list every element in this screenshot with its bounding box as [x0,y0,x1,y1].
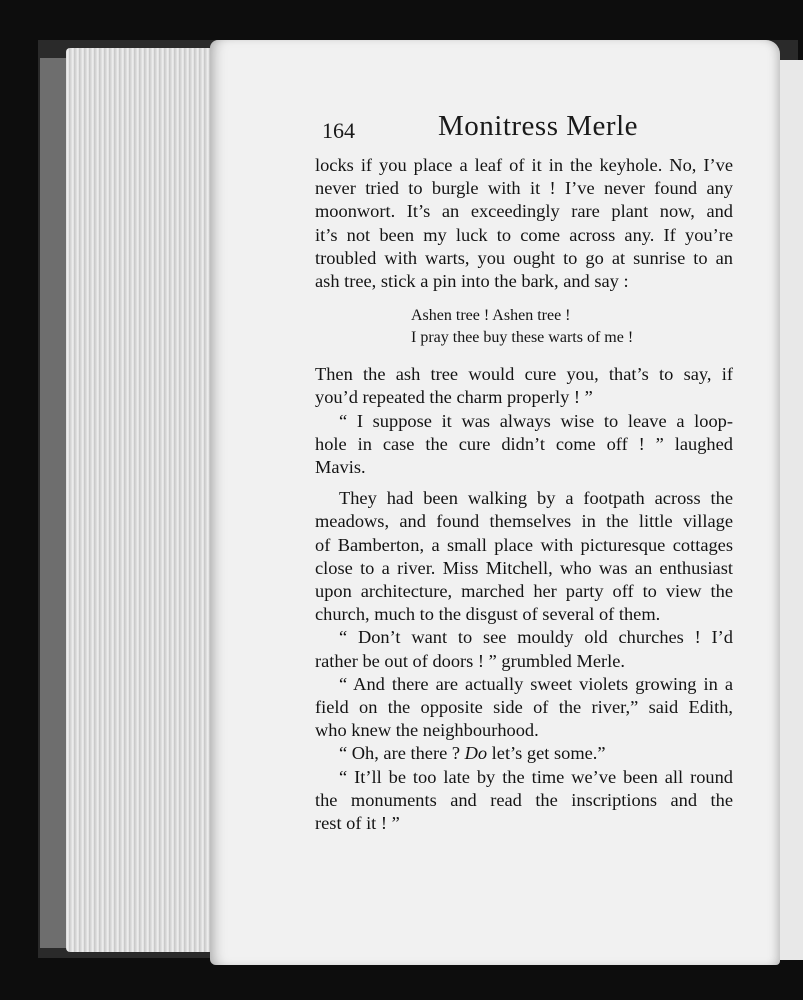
text-line: moonwort. It’s an exceedingly rare plant now, and [315,201,733,222]
page-number: 164 [322,118,355,143]
text-line: hole in case the cure didn’t come off ! ” laughed [315,433,733,454]
paragraph [315,626,733,672]
text-line: church, much to the disgust of several of them. [315,604,661,625]
text-line: close to a river. Miss Mitchell, who was an enthusiast [315,557,733,578]
text-run: “ Oh, are there ? [339,743,465,764]
text-line [315,742,733,765]
text-line: “ And there are actually sweet violets growing in a [339,673,733,694]
text-line: of Bamberton, a small place with picturesque cottages [315,534,733,555]
text-line: never tried to burgle with it ! I’ve never found any [315,178,733,199]
text-line: you’d repeated the charm properly ! ” [315,387,593,408]
text-line: ash tree, stick a pin into the bark, and say : [315,271,629,292]
text-line: upon architecture, marched her party off to view the [315,581,733,602]
text-line: the monuments and read the inscriptions and the [315,789,733,810]
text-line: Then the ash tree would cure you, that’s to say, if [315,364,733,385]
text-line: troubled with warts, you ought to go at sunrise to an [315,247,733,268]
facing-page-edge [780,60,803,960]
verse-block [411,305,733,349]
paragraph [315,487,733,626]
text-run: let’s get some.” [487,743,606,764]
text-line: “ It’ll be too late by the time we’ve been all round [339,766,733,787]
verse-line: I pray thee buy these warts of me ! [411,329,634,347]
text-line: “ I suppose it was always wise to leave a loop- [339,410,733,431]
text-line: it’s not been my luck to come across any. If you’re [315,224,733,245]
text-line: They had been walking by a footpath across the [339,488,733,509]
page-header [322,110,727,150]
verse-line: Ashen tree ! Ashen tree ! [411,307,571,325]
emphasis-text: Do [464,743,488,764]
paragraph [315,673,733,743]
running-title: Monitress Merle [438,110,638,142]
text-line: “ Don’t want to see mouldy old churches ! I’d [339,627,733,648]
text-line: locks if you place a leaf of it in the keyhole. No, I’ve [315,155,733,175]
text-line: field on the opposite side of the river,” said Edith, [315,697,733,718]
text-line: meadows, and found themselves in the little village [315,511,733,532]
paragraph [315,742,733,765]
paragraph [315,154,733,293]
page-stack-edges [66,48,216,952]
text-line: who knew the neighbourhood. [315,720,539,741]
paragraph [315,766,733,836]
text-line: rest of it ! ” [315,813,400,834]
paragraph [315,363,733,409]
body-text [315,154,733,835]
text-line: rather be out of doors ! ” grumbled Merle. [315,650,625,671]
paragraph [315,410,733,480]
text-line: Mavis. [315,457,366,478]
